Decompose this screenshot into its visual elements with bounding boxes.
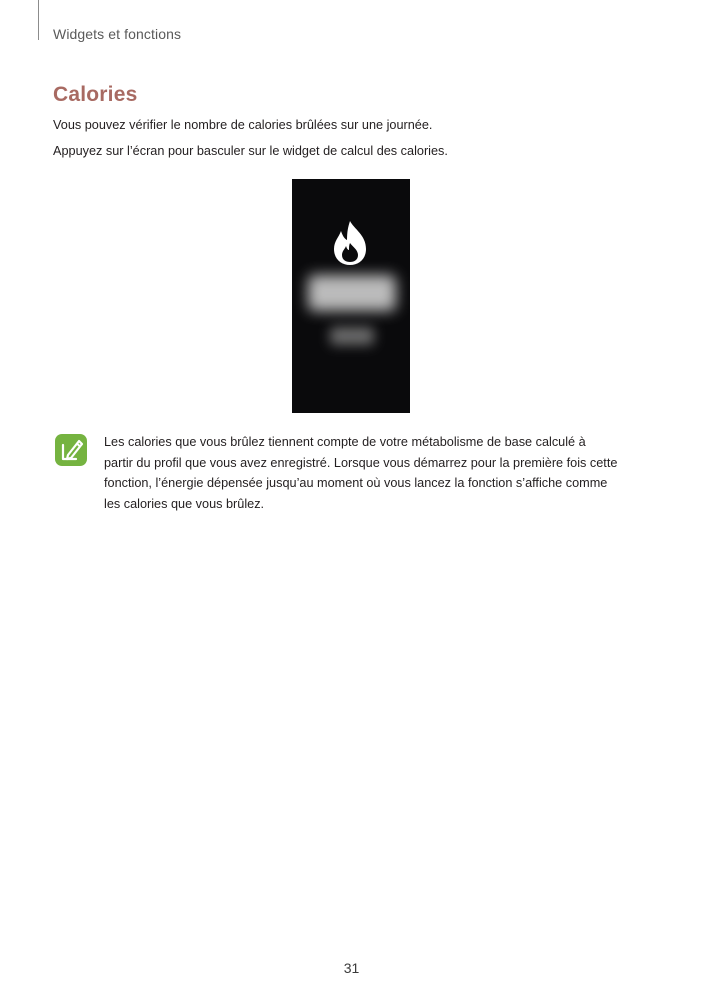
blurred-calorie-unit: [330, 327, 374, 345]
header-rule: [38, 0, 39, 40]
blurred-calorie-value: [308, 275, 396, 311]
page-number: 31: [343, 960, 360, 976]
intro-paragraph-1: Vous pouvez vérifier le nombre de calories brûlées sur une journée.: [53, 118, 433, 132]
note-line: fonction, l’énergie dépensée jusqu’au moment où vous lancez la fonction s’affiche comme: [104, 476, 608, 490]
note-line: Les calories que vous brûlez tiennent compte de votre métabolisme de base calculé à: [104, 435, 586, 449]
calories-widget-screen: [292, 179, 410, 413]
note-line: les calories que vous brûlez.: [104, 496, 265, 511]
section-title: Calories: [53, 83, 138, 106]
note-line: partir du profil que vous avez enregistré. Lorsque vous démarrez pour la première fois cette: [104, 455, 618, 470]
header-title: Widgets et fonctions: [53, 26, 182, 42]
intro-paragraph-2: Appuyez sur l’écran pour basculer sur le widget de calcul des calories.: [53, 144, 448, 158]
note-pencil-icon: [54, 433, 88, 467]
flame-icon: [328, 219, 372, 267]
note-text: [104, 432, 664, 514]
